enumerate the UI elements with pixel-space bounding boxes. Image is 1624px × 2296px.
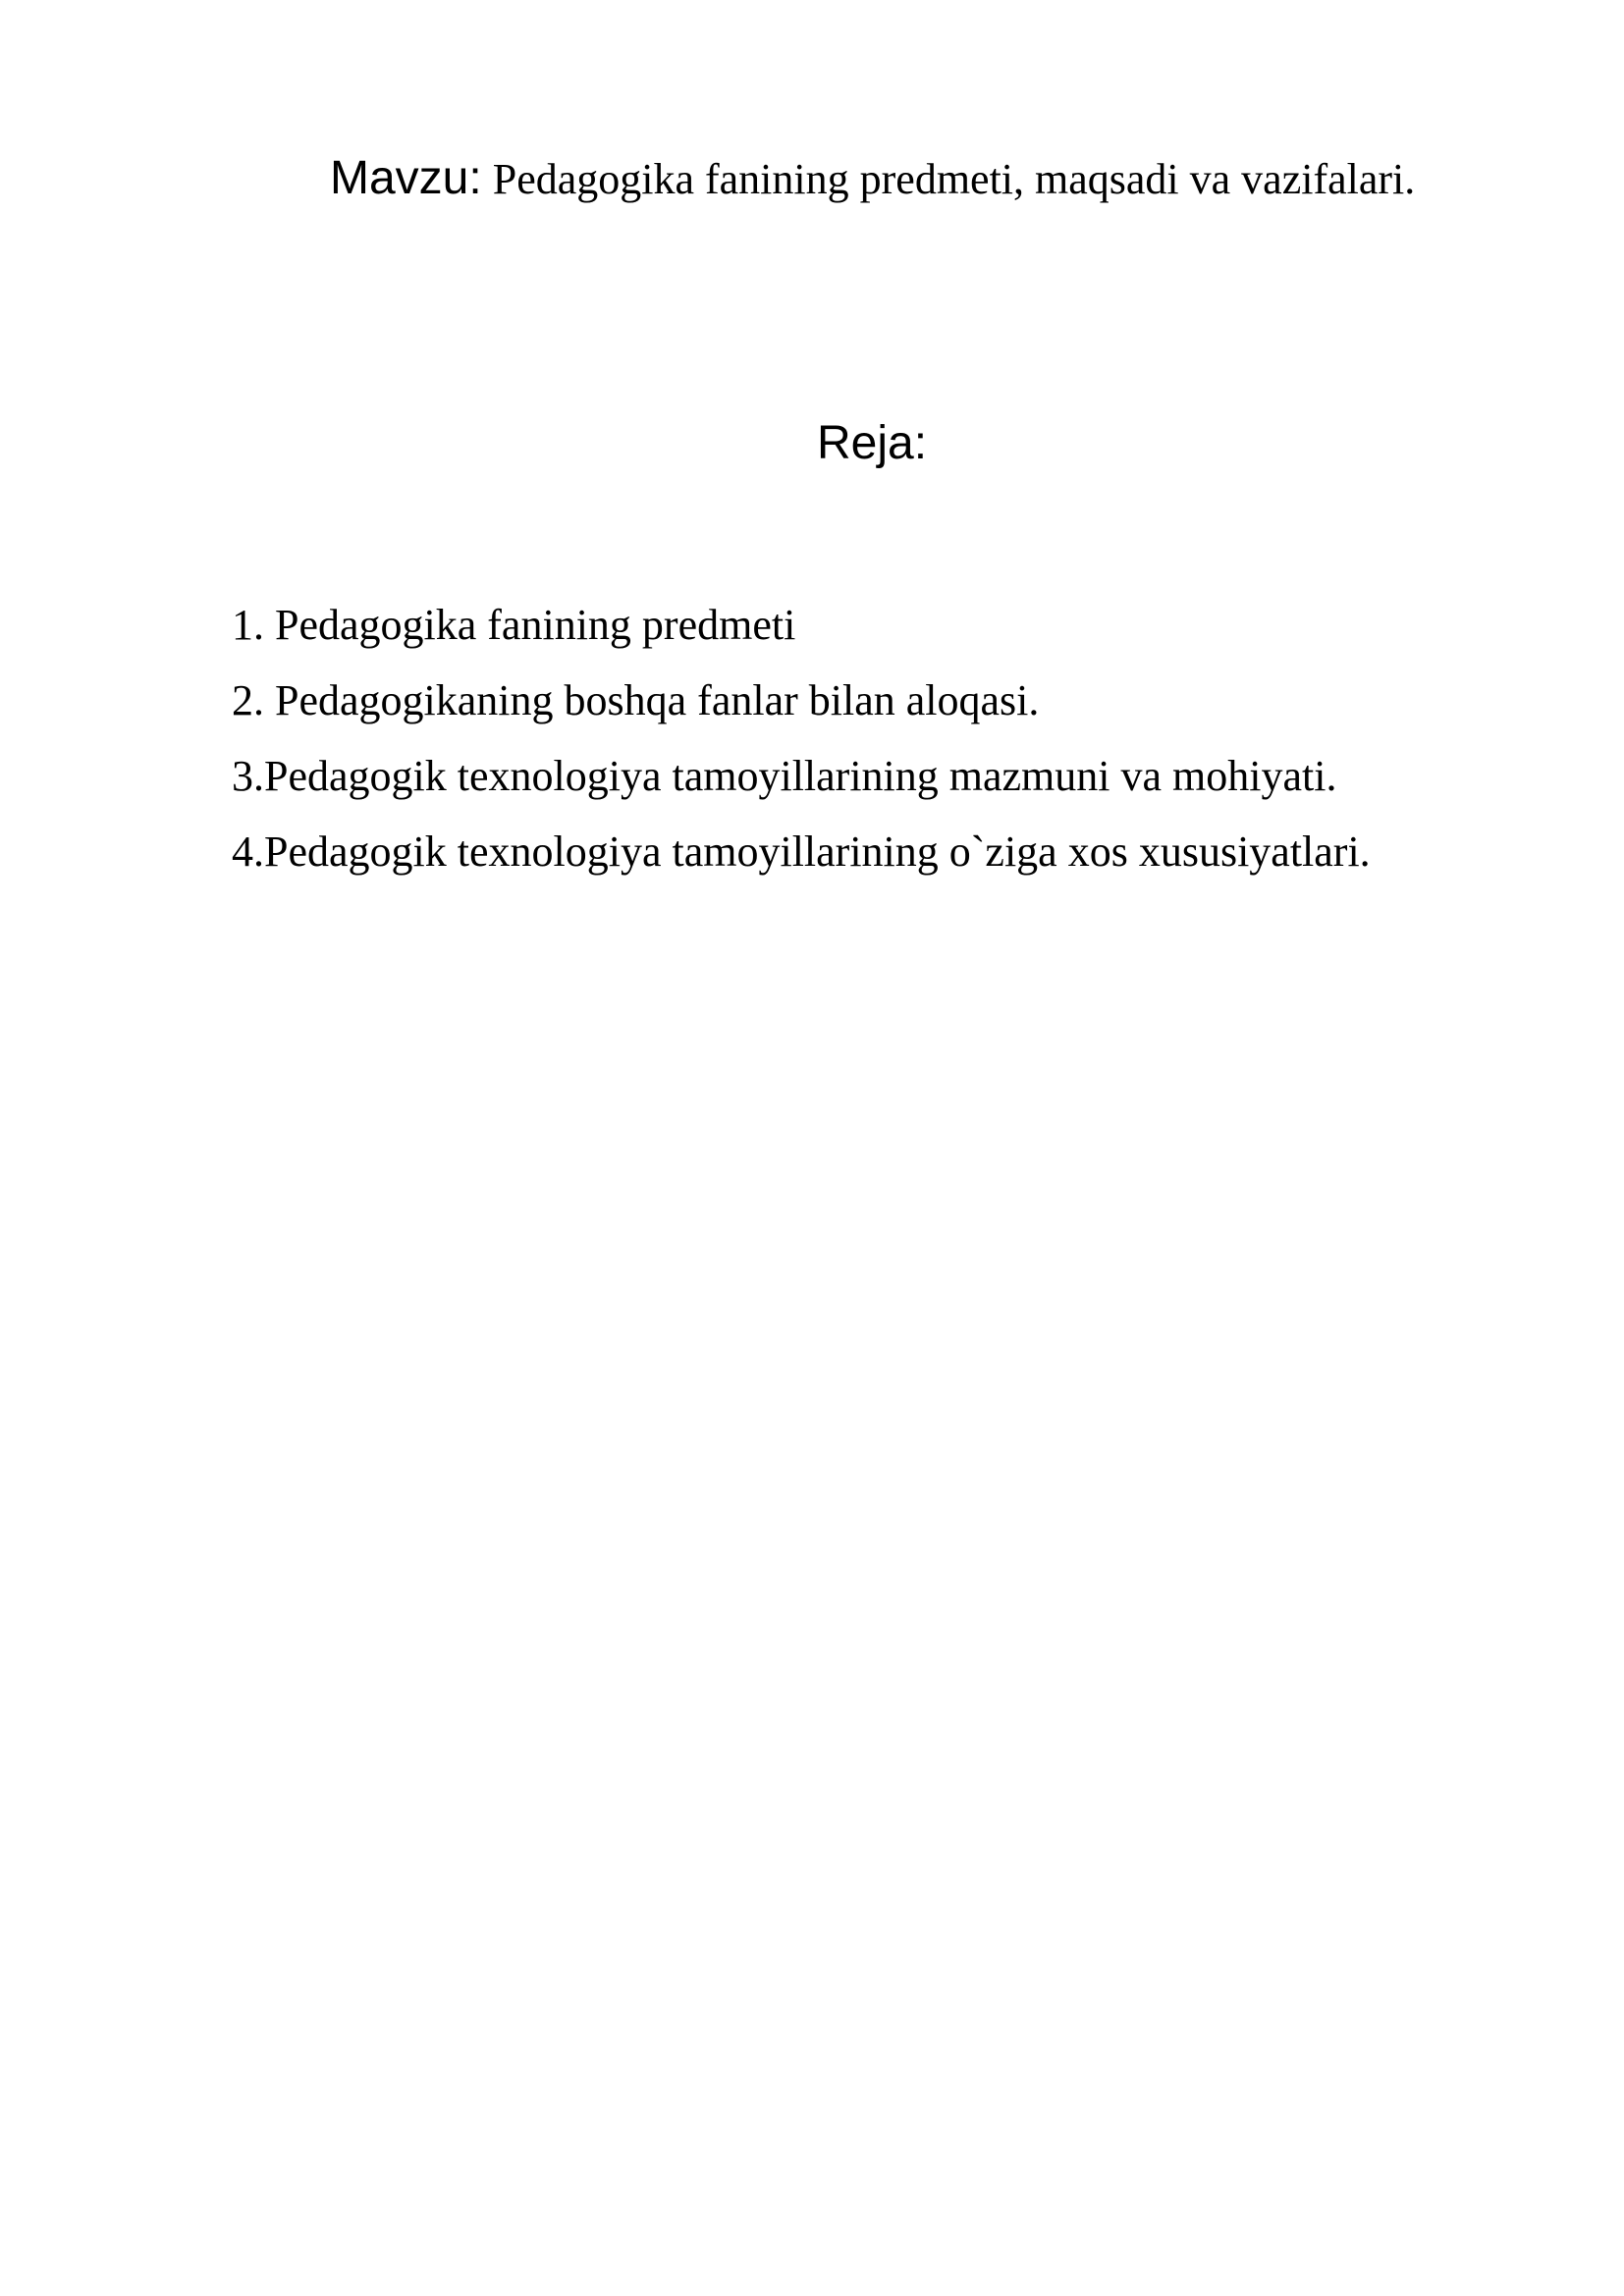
plan-item: 3.Pedagogik texnologiya tamoyillarining mazmuni va mohiyati. xyxy=(232,752,1337,800)
title-text: Pedagogika fanining predmeti, maqsadi va vazifalari. xyxy=(481,155,1416,203)
plan-list xyxy=(232,587,1371,889)
plan-heading: Reja: xyxy=(816,417,928,469)
title-prefix: Mavzu: xyxy=(330,152,482,204)
document-title xyxy=(330,152,1416,204)
plan-item: 1. Pedagogika fanining predmeti xyxy=(232,601,796,649)
plan-item: 4.Pedagogik texnologiya tamoyillarining o`ziga xos xususiyatlari. xyxy=(232,828,1371,876)
plan-item: 2. Pedagogikaning boshqa fanlar bilan aloqasi. xyxy=(232,676,1040,724)
